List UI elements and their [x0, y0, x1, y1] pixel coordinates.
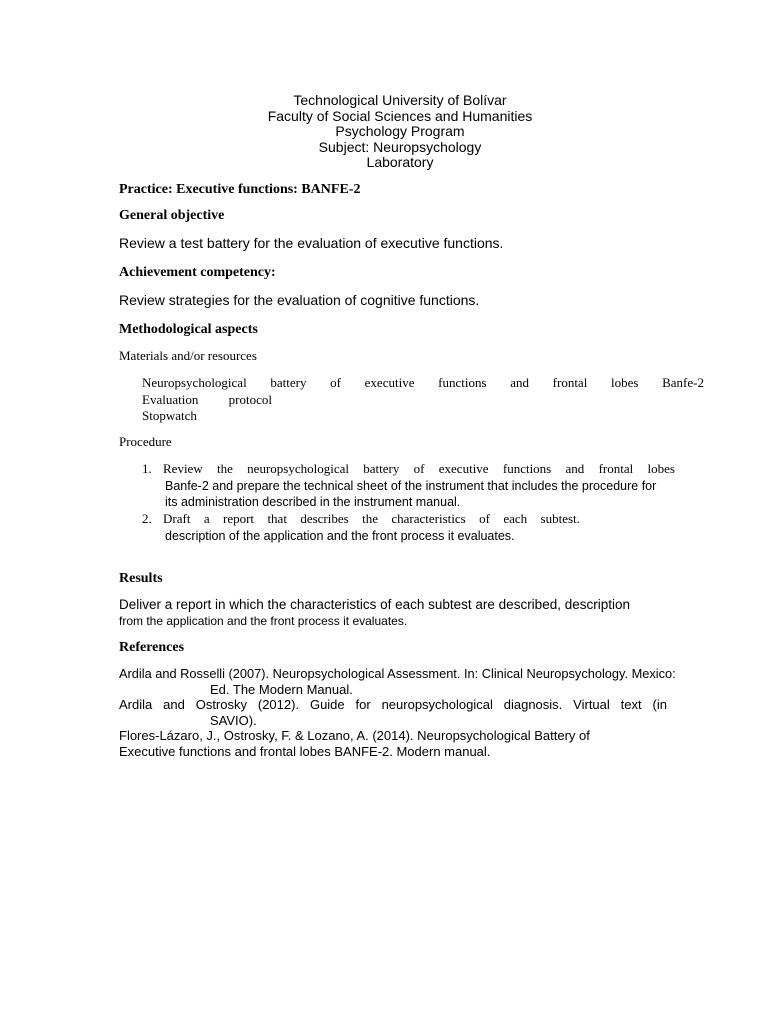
reference-3 — [119, 728, 709, 759]
word: executive — [364, 375, 415, 390]
word: neuropsychological — [247, 461, 349, 476]
word: subtest. — [540, 511, 580, 526]
general-objective-heading: General objective — [119, 208, 225, 223]
word: Ardila — [119, 697, 153, 712]
faculty-name: Faculty of Social Sciences and Humanities — [267, 107, 533, 124]
word: text — [620, 697, 642, 712]
reference-3-line-1: Flores-Lázaro, J., Ostrosky, F. & Lozano, A. (2014). Neuropsychological Battery of — [119, 728, 590, 743]
reference-2-line-2: SAVIO). — [210, 712, 257, 728]
word: diagnosis. — [503, 697, 563, 712]
word: frontal — [598, 461, 634, 476]
word: protocol — [228, 391, 272, 407]
university-name: Technological University of Bolívar — [293, 92, 507, 108]
word: and — [163, 697, 185, 712]
achievement-heading: Achievement competency: — [119, 265, 276, 280]
step-1-line-1 — [163, 461, 675, 478]
subject-name: Subject: Neuropsychology — [318, 138, 482, 155]
reference-2-line-1 — [119, 697, 667, 713]
step-2-line-1 — [163, 511, 580, 528]
word: battery — [363, 461, 400, 476]
achievement-text: Review strategies for the evaluation of cognitive functions. — [119, 292, 480, 308]
word: functions — [438, 375, 487, 390]
procedure-label: Procedure — [119, 434, 172, 449]
document-header — [0, 93, 768, 171]
materials-line-2 — [142, 392, 272, 409]
word: report — [223, 511, 255, 526]
word: that — [267, 511, 287, 526]
materials-list — [142, 375, 704, 425]
word: the — [362, 511, 378, 526]
step-1-line-2: Banfe-2 and prepare the technical sheet of the instrument that includes the procedure for — [165, 478, 657, 493]
word: lobes — [610, 375, 639, 390]
word: neuropsychological — [381, 697, 493, 712]
word: Neuropsychological — [142, 375, 247, 390]
word: for — [355, 697, 371, 712]
word: describes — [300, 511, 349, 526]
document-type: Laboratory — [366, 154, 434, 170]
procedure-step-2 — [142, 511, 704, 544]
word: Banfe-2 — [662, 375, 704, 390]
materials-line-1 — [142, 375, 704, 392]
word: each — [503, 511, 528, 526]
word: characteristics — [391, 511, 466, 526]
word: battery — [270, 375, 307, 390]
word: Draft — [163, 511, 191, 526]
word: Evaluation — [142, 391, 199, 407]
word: (in — [652, 697, 667, 712]
results-heading: Results — [119, 571, 163, 586]
word: Ostrosky — [195, 697, 247, 712]
word: and — [565, 461, 585, 476]
word: of — [330, 375, 341, 390]
word: Guide — [309, 697, 345, 712]
materials-label: Materials and/or resources — [119, 348, 257, 363]
word: of — [413, 461, 425, 476]
word: frontal — [552, 375, 588, 390]
references-heading: References — [119, 640, 185, 655]
step-number: 1. — [142, 461, 152, 476]
practice-title: Practice: Executive functions: BANFE-2 — [119, 182, 361, 197]
word: executive — [438, 461, 489, 476]
reference-1-line-2: Ed. The Modern Manual. — [210, 681, 353, 697]
word: lobes — [647, 461, 675, 476]
step-2-line-2: description of the application and the front process it evaluates. — [165, 528, 515, 543]
program-name: Psychology Program — [335, 123, 465, 139]
word: functions — [502, 461, 552, 476]
general-objective-text: Review a test battery for the evaluation of executive functions. — [119, 235, 504, 251]
reference-3-line-2: Executive functions and frontal lobes BANFE-2. Modern manual. — [119, 743, 491, 759]
step-1-line-3: its administration described in the instrument manual. — [165, 495, 461, 509]
word: and — [510, 375, 529, 390]
word: the — [217, 461, 233, 476]
methodology-heading: Methodological aspects — [119, 322, 258, 337]
reference-1 — [119, 666, 709, 697]
word: a — [203, 511, 210, 526]
word: Virtual — [573, 697, 610, 712]
results-line-1: Deliver a report in which the characteristics of each subtest are described, description — [119, 597, 630, 612]
materials-line-3: Stopwatch — [142, 408, 197, 423]
reference-1-line-1: Ardila and Rosselli (2007). Neuropsychological Assessment. In: Clinical Neuropsychology. Mexico: — [119, 666, 676, 681]
word: (2012). — [257, 697, 300, 712]
step-number: 2. — [142, 511, 152, 526]
word: Review — [163, 461, 203, 476]
procedure-step-1 — [142, 461, 704, 511]
word: of — [479, 511, 490, 526]
results-line-2: from the application and the front process it evaluates. — [119, 614, 408, 628]
reference-2 — [119, 697, 709, 728]
